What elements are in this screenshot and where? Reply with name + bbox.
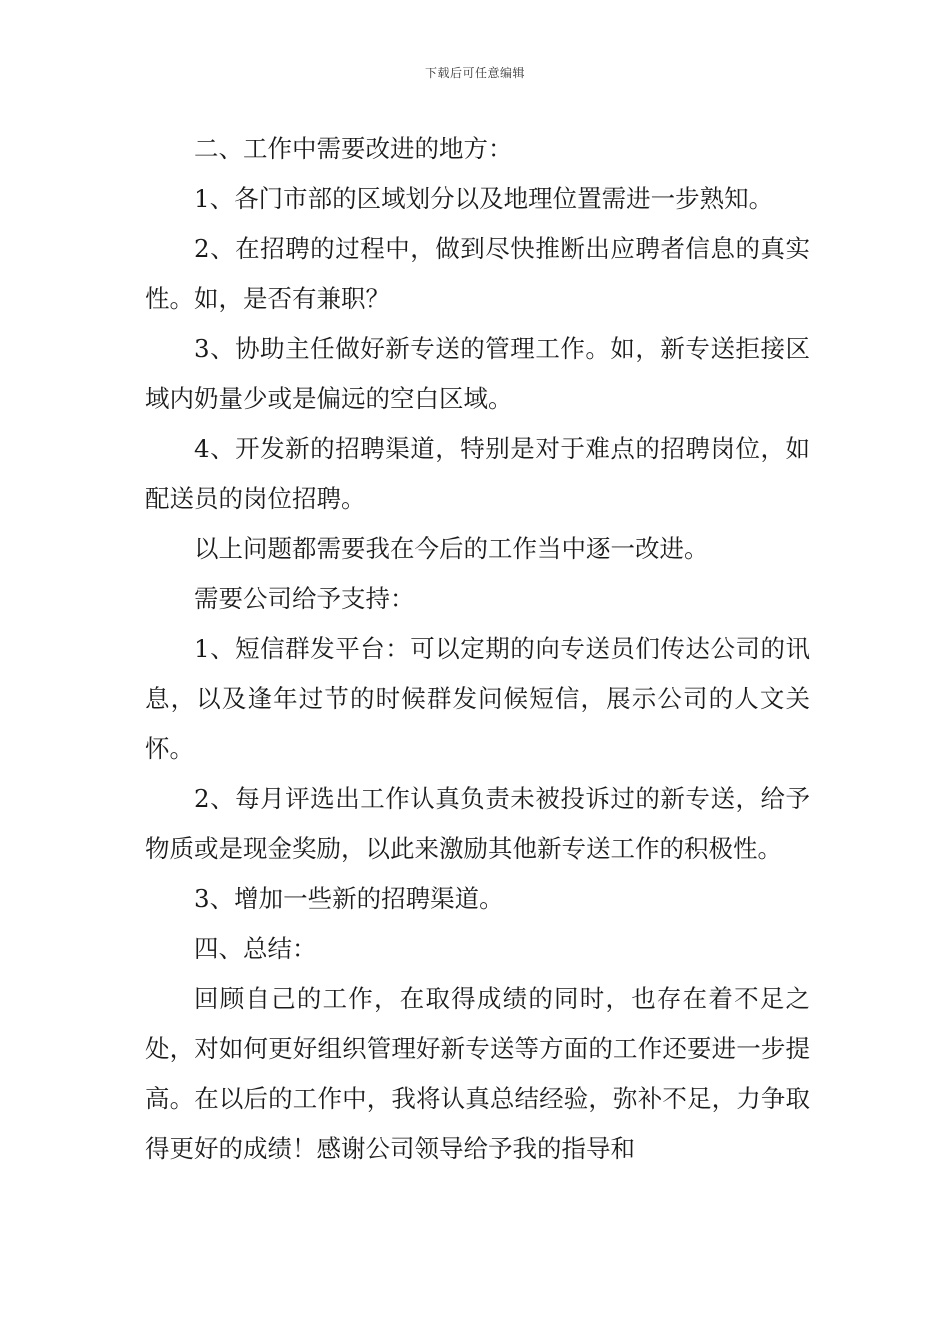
section-heading-support: 需要公司给予支持：: [194, 584, 415, 613]
paragraph-item-1: 1、各门市部的区域划分以及地理位置需进一步熟知。: [194, 184, 774, 213]
paragraph-item-2: 2、在招聘的过程中，做到尽快推断出应聘者信息的真实性。如，是否有兼职？: [145, 234, 810, 313]
section-heading-improvements: 二、工作中需要改进的地方：: [194, 134, 513, 163]
paragraph-improvement-summary: 以上问题都需要我在今后的工作当中逐一改进。: [194, 534, 709, 563]
paragraph-item-3: 3、协助主任做好新专送的管理工作。如，新专送拒接区域内奶量少或是偏远的空白区域。: [145, 334, 810, 413]
paragraph-item-4: 4、开发新的招聘渠道，特别是对于难点的招聘岗位，如配送员的岗位招聘。: [145, 434, 810, 513]
paragraph-summary: 回顾自己的工作，在取得成绩的同时，也存在着不足之处，对如何更好组织管理好新专送等方面的工作还要进一步提高。在以后的工作中，我将认真总结经验，弥补不足，力争取得更好的成绩！感谢公司领导给予我的指导和: [145, 984, 810, 1163]
document-body: [145, 124, 810, 1174]
page-header-note: 下载后可任意编辑: [424, 66, 525, 80]
paragraph-support-1: 1、短信群发平台：可以定期的向专送员们传达公司的讯息，以及逢年过节的时候群发问候短信，展示公司的人文关怀。: [145, 634, 810, 763]
paragraph-support-3: 3、增加一些新的招聘渠道。: [194, 884, 504, 913]
paragraph-support-2: 2、每月评选出工作认真负责未被投诉过的新专送，给予物质或是现金奖励，以此来激励其他新专送工作的积极性。: [145, 784, 810, 863]
section-heading-summary: 四、总结：: [194, 934, 317, 963]
